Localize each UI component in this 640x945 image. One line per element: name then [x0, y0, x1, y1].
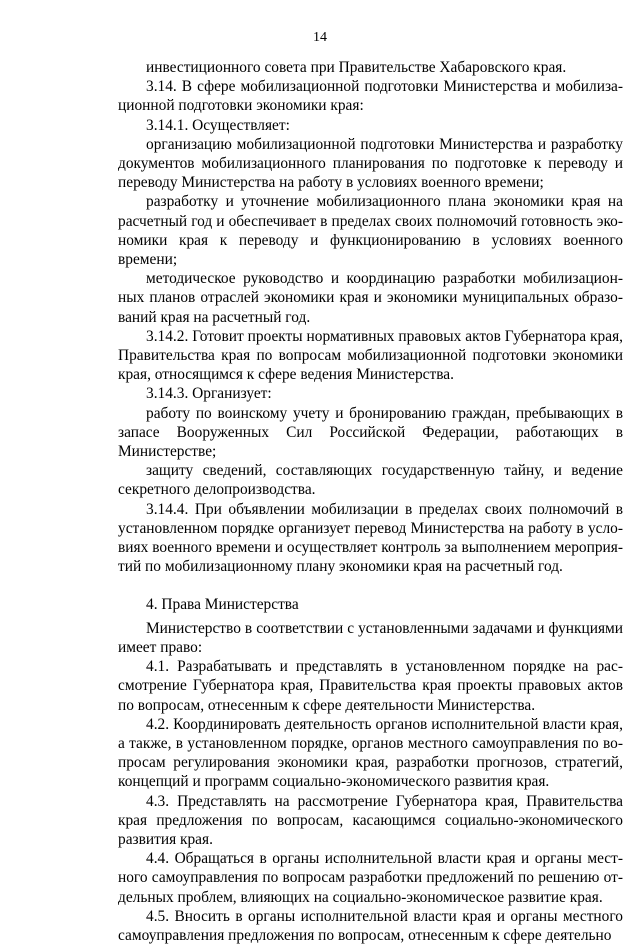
paragraph: 3.14.3. Организует: [146, 385, 272, 403]
document-body [118, 58, 623, 945]
paragraph: 4.5. Вносить в органы исполнительной власти края и органы местного самоуправления предложения по вопросам, отнесенным к сфере деятельно [118, 907, 623, 944]
paragraph: 4.2. Координировать деятельность органов исполнительной власти края, а также, в установленном порядке, органов местного самоуправления по вопросам регулирования экономики края, разработки прогнозов, стратегий, концепций и программ социально-экономического развития края. [118, 715, 623, 791]
paragraph: Министерство в соответствии с установленными задачами и функциями имеет право: [118, 619, 623, 656]
paragraph: работу по воинскому учету и бронированию граждан, пребывающих в запасе Вооруженных Сил Российской Федерации, работающих в Министерстве; [118, 404, 623, 461]
paragraph: разработку и уточнение мобилизационного плана экономики края на расчетный год и обеспечивает в пределах своих полномочий готовность экономики края к переводу и функционированию в условиях военного времени; [118, 193, 623, 269]
paragraph: защиту сведений, составляющих государственную тайну, и ведение секретного делопроизводства. [118, 462, 623, 499]
paragraph: 3.14.4. При объявлении мобилизации в пределах своих полномочий в установленном порядке организует перевод Министерства на работу в условиях военного времени и осуществляет контроль за выполнением мероприятий по мобилизационному плану экономики края на расчетный год. [118, 500, 623, 576]
paragraph: методическое руководство и координацию разработки мобилизационных планов отраслей экономики края и экономики муниципальных образований края на расчетный год. [118, 270, 623, 326]
page-number: 14 [313, 30, 327, 45]
paragraph: 4.4. Обращаться в органы исполнительной власти края и органы местного самоуправления по вопросам разработки предложений по решению отдельных проблем, влияющих на социально-экономическое развитие края. [118, 850, 623, 906]
paragraph: 3.14. В сфере мобилизационной подготовки Министерства и мобилизационной подготовки экономики края: [118, 78, 623, 115]
paragraph: инвестиционного совета при Правительстве Хабаровского края. [146, 59, 567, 76]
paragraph: 4.1. Разрабатывать и представлять в установленном порядке на рассмотрение Губернатора края, Правительства края проекты правовых актов по вопросам, отнесенным к сфере деятельности Министерства. [118, 658, 623, 714]
section-heading: 4. Права Министерства [146, 596, 299, 614]
paragraph: 4.3. Представлять на рассмотрение Губернатора края, Правительства края предложения по вопросам, касающимся социально-экономического развития края. [118, 792, 623, 848]
paragraph: организацию мобилизационной подготовки Министерства и разработку документов мобилизационного планирования по подготовке к переводу и переводу Министерства на работу в условиях военного времени; [118, 135, 623, 192]
paragraph: 3.14.1. Осуществляет: [146, 116, 290, 134]
paragraph: 3.14.2. Готовит проекты нормативных правовых актов Губернатора края, Правительства края по вопросам мобилизационной подготовки экономики края, относящимся к сфере ведения Министерства. [118, 327, 623, 384]
